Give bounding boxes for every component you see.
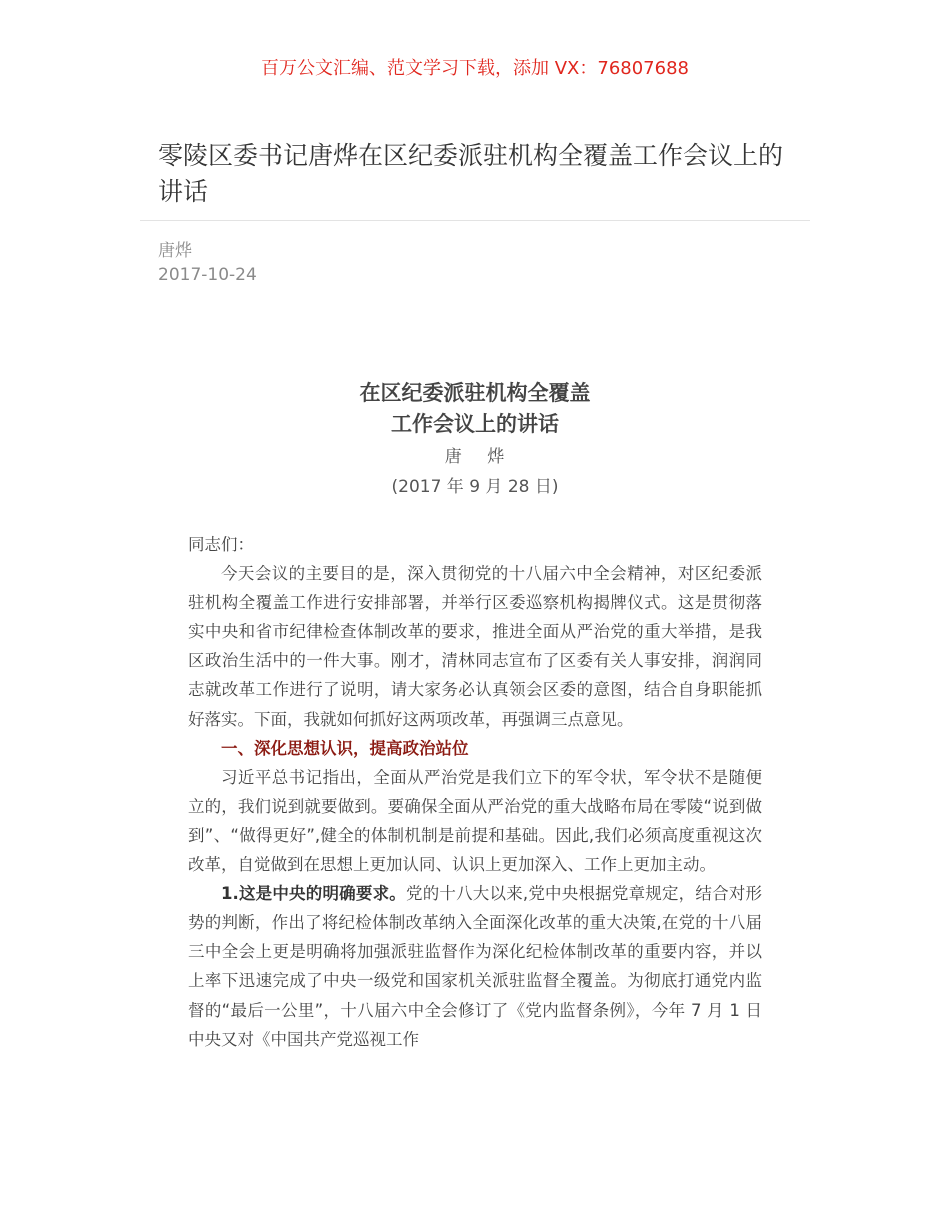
article-date: 2017-10-24	[158, 265, 257, 285]
speech-speaker: 唐 烨	[444, 447, 506, 467]
article-meta	[158, 239, 257, 287]
paragraph-section1: 习近平总书记指出，全面从严治党是我们立下的军令状，军令状不是随便立的，我们说到就要做到。要确保全面从严治党的重大战略布局在零陵“说到做到”、“做得更好”,健全的体制机制是前提和基础。因此,我们必须高度重视这次改革，自觉做到在思想上更加认同、认识上更加深入、工作上更加主动。	[188, 767, 762, 875]
speech-title-line-1: 在区纪委派驻机构全覆盖	[359, 381, 591, 405]
salutation: 同志们：	[188, 535, 254, 554]
speech-body	[188, 530, 762, 1054]
paragraph-point1	[188, 879, 762, 1054]
speech-title-line-2: 工作会议上的讲话	[391, 412, 559, 436]
title-divider	[140, 220, 810, 221]
point1-lead: 1.这是中央的明确要求。	[221, 884, 406, 904]
article-title: 零陵区委书记唐烨在区纪委派驻机构全覆盖工作会议上的讲话	[158, 141, 784, 206]
point1-text: 党的十八大以来,党中央根据党章规定，结合对形势的判断，作出了将纪检体制改革纳入全面深化改革的重大决策,在党的十八届三中全会上更是明确将加强派驻监督作为深化纪检体制改革的重要内容，并以上率下迅速完成了中央一级党和国家机关派驻监督全覆盖。为彻底打通党内监督的“最后一公里”，十八届六中全会修订了《党内监督条例》，今年 7 月 1 日中央又对《中国共产党巡视工作	[188, 884, 762, 1049]
paragraph-intro: 今天会议的主要目的是，深入贯彻党的十八届六中全会精神，对区纪委派驻机构全覆盖工作进行安排部署，并举行区委巡察机构揭牌仪式。这是贯彻落实中央和省市纪律检查体制改革的要求，推进全面从严治党的重大举措，是我区政治生活中的一件大事。刚才，清林同志宣布了区委有关人事安排，润润同志就改革工作进行了说明，请大家务必认真领会区委的意图，结合自身职能抓好落实。下面，我就如何抓好这两项改革，再强调三点意见。	[188, 564, 762, 729]
promo-banner: 百万公文汇编、范文学习下载，添加 VX：76807688	[261, 58, 689, 79]
speech-header	[0, 378, 950, 500]
speech-date: (2017 年 9 月 28 日)	[391, 477, 559, 497]
article-author: 唐烨	[158, 241, 192, 261]
section-heading-1: 一、深化思想认识，提高政治站位	[221, 738, 469, 758]
